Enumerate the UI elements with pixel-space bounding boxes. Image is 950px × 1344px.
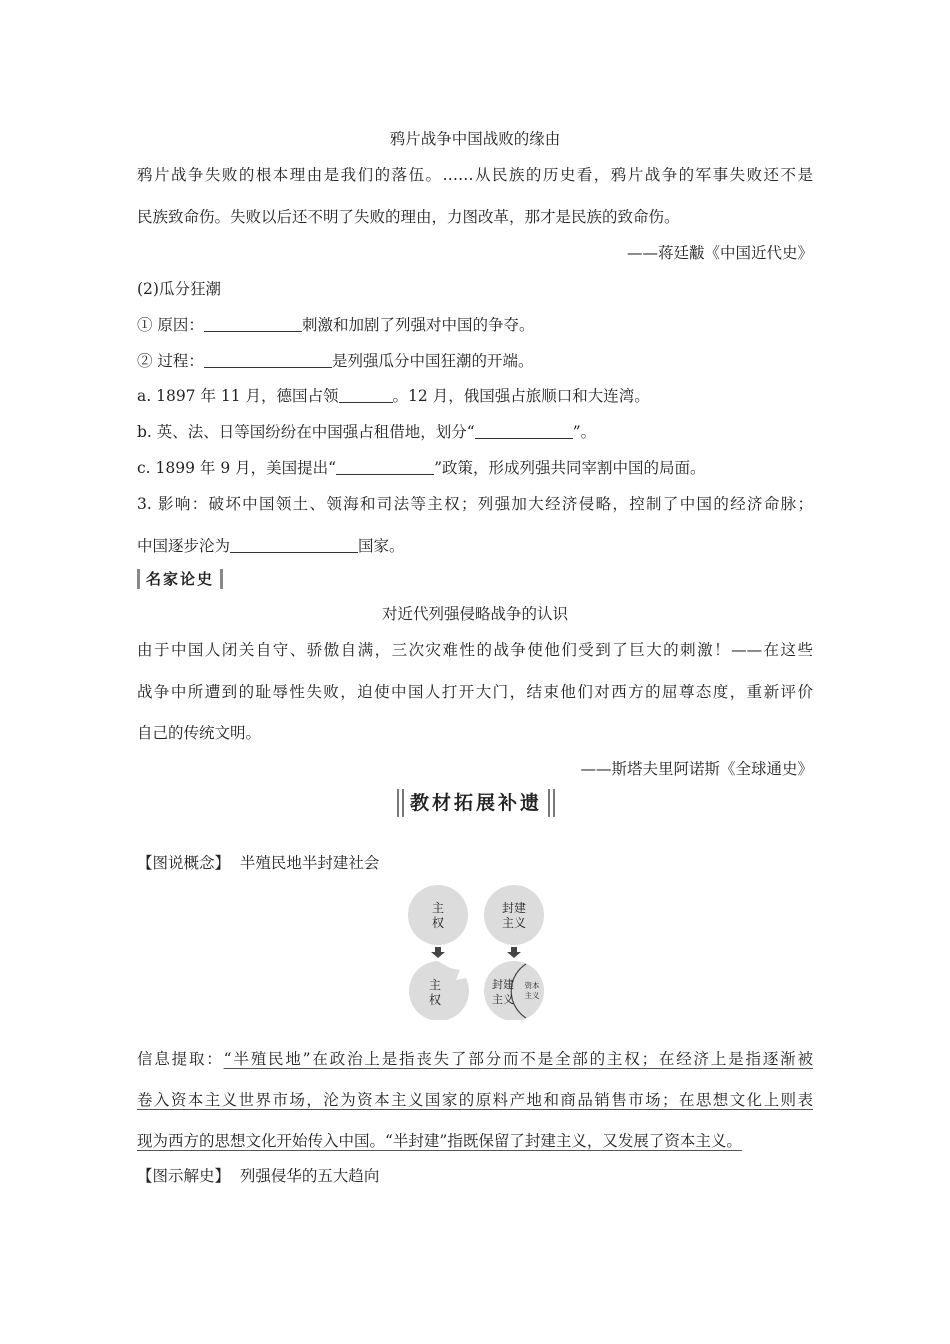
item-a [137,384,813,406]
info-line [137,1129,813,1151]
fill-blank[interactable] [204,351,332,368]
section-title: 教材拓展补遗 [409,792,542,814]
reading-paragraph-line: 民族致命伤。失败以后还不明了失败的理由，力图改革，那才是民族的致命伤。 [137,208,680,226]
divider [402,789,404,817]
trends-label: 【图示解史】 [137,1167,231,1185]
info-line [137,1047,813,1069]
down-arrow-icon [507,947,521,958]
cause-suffix: 刺激和加剧了列强对中国的争夺。 [301,316,535,334]
section-title-box [397,789,555,817]
item-c-suffix: ”政策，形成列强共同宰割中国的局面。 [434,459,706,477]
fill-blank[interactable] [336,458,434,475]
item-b-prefix: b. 英、法、日等国纷纷在中国强占租借地，划分“ [137,423,475,441]
down-arrow-icon [431,947,445,958]
semi-colonial-diagram [400,884,560,1020]
famous-paragraph-line: 自己的传统文明。 [137,724,262,742]
capital-label-2: 主义 [524,991,540,1000]
item-b-suffix: ”。 [572,423,597,441]
item-b [137,420,813,442]
info-text: 卷入资本主义世界市场，沦为资本主义国家的原料产地和商品销售市场；在思想文化上则表 [137,1091,813,1109]
concept-text: 半殖民地半封建社会 [239,854,380,872]
reading-paragraph-line: 鸦片战争失败的根本理由是我们的落伍。……从民族的历史看，鸦片战争的军事失败还不是 [137,166,813,184]
info-line [137,1088,813,1110]
divider [548,789,550,817]
divider [397,789,399,817]
feudal-circle [484,885,544,945]
fill-blank[interactable] [339,386,393,403]
feudal-label-2: 主义 [501,916,527,930]
cause-line [137,313,813,335]
item-a-prefix: a. 1897 年 11 月，德国占领 [137,387,339,405]
mixed-feudal-label-2: 主义 [492,993,514,1006]
process-prefix: ② 过程： [137,352,204,370]
feudal-label-1: 封建 [501,901,527,915]
sovereignty-circle [408,885,468,945]
fill-blank[interactable] [475,422,573,439]
cause-prefix: ① 原因： [137,316,204,334]
concept-line [137,851,813,873]
famous-tag: 名家论史 [137,569,223,589]
divider [553,789,555,817]
section-heading: (2)瓜分狂潮 [137,280,221,298]
impact-line-2 [137,534,813,556]
famous-title: 对近代列强侵略战争的认识 [381,605,568,623]
sovereignty-label-1: 主 [431,901,445,915]
trends-line [137,1164,813,1186]
famous-paragraph-line: 由于中国人闭关自守、骄傲自满，三次灾难性的战争使他们受到了巨大的刺激！——在这些 [137,641,813,659]
fill-blank[interactable] [204,315,302,332]
process-suffix: 是列强瓜分中国狂潮的开端。 [331,352,534,370]
impact-suffix: 国家。 [358,537,405,555]
fill-blank[interactable] [230,536,358,553]
process-line [137,349,813,371]
reading-source: ——蒋廷黻《中国近代史》 [626,244,813,262]
partial-sovereignty-label-2: 权 [428,993,442,1007]
trends-text: 列强侵华的五大趋向 [239,1167,380,1185]
partial-sovereignty-label-1: 主 [428,978,442,992]
famous-paragraph-line: 战争中所遭到的耻辱性失败，迫使中国人打开大门，结束他们对西方的屈尊态度，重新评价 [137,683,813,701]
mixed-feudal-label-1: 封建 [492,978,514,991]
info-text: 现为西方的思想文化开始传入中国。“半封建”指既保留了封建主义，又发展了资本主义。 [137,1132,742,1150]
reading-title: 鸦片战争中国战败的缘由 [389,130,561,148]
famous-source: ——斯塔夫里阿诺斯《全球通史》 [580,760,813,778]
item-a-suffix: 。12 月，俄国强占旅顺口和大连湾。 [392,387,650,405]
concept-label: 【图说概念】 [137,854,231,872]
item-c-prefix: c. 1899 年 9 月，美国提出“ [137,459,337,477]
capital-label-1: 资本 [524,981,540,990]
item-c [137,456,813,478]
impact-line: 3. 影响：破坏中国领土、领海和司法等主权；列强加大经济侵略，控制了中国的经济命脉； [137,495,813,513]
info-prefix: 信息提取： [137,1050,224,1068]
sovereignty-label-2: 权 [431,916,445,930]
impact-prefix: 中国逐步沦为 [137,537,231,555]
info-text: “半殖民地”在政治上是指丧失了部分而不是全部的主权；在经济上是指逐渐被 [223,1050,813,1068]
